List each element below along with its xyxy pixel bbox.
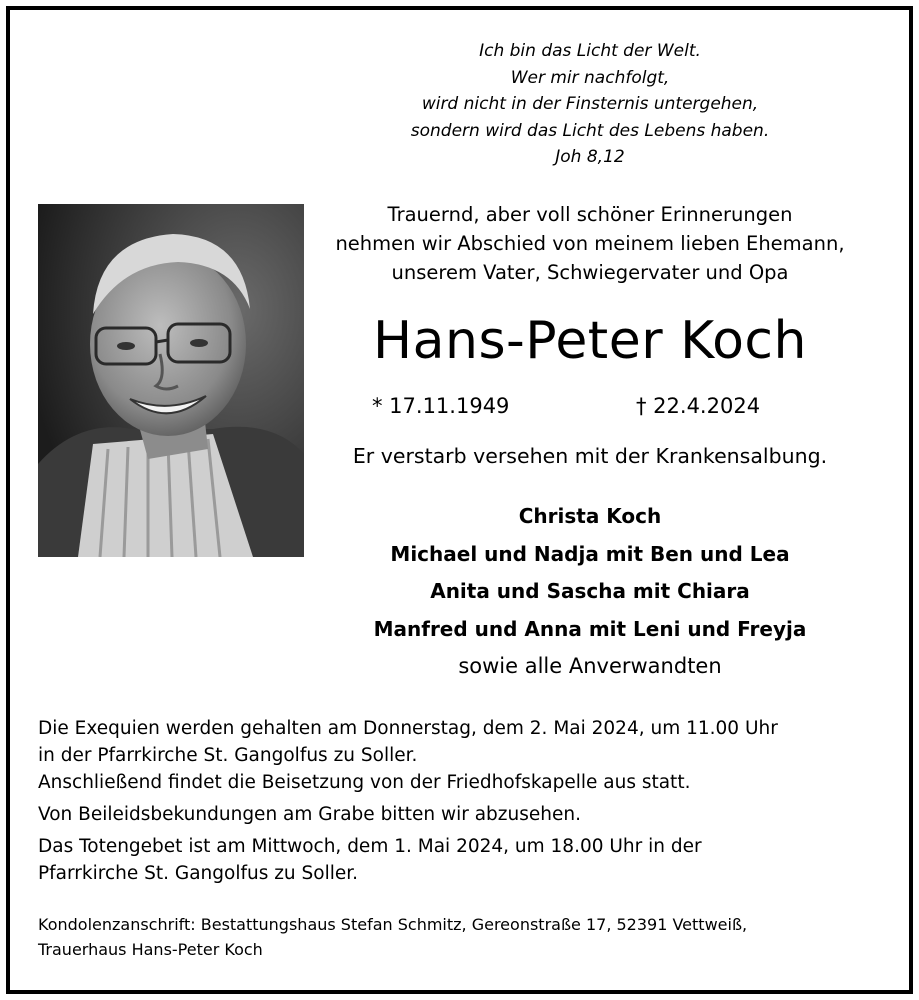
family-member: Michael und Nadja mit Ben und Lea bbox=[390, 541, 790, 566]
portrait-illustration bbox=[38, 204, 304, 557]
verse-line-1: Ich bin das Licht der Welt. bbox=[479, 41, 701, 61]
verse-line-3: wird nicht in der Finsternis untergehen, bbox=[421, 94, 759, 114]
service-line-1: Die Exequien werden gehalten am Donnerstag, dem 2. Mai 2024, um 11.00 Uhr bbox=[38, 718, 778, 739]
deceased-name: Hans-Peter Koch bbox=[373, 311, 807, 371]
service-line-4: Von Beileidsbekundungen am Grabe bitten wir abzusehen. bbox=[38, 804, 581, 825]
verse-reference: Joh 8,12 bbox=[555, 147, 625, 167]
relatives-line: sowie alle Anverwandten bbox=[458, 654, 722, 678]
intro-line-1: Trauernd, aber voll schöner Erinnerungen bbox=[387, 203, 793, 226]
address-line-2: Trauerhaus Hans-Peter Koch bbox=[38, 940, 263, 959]
portrait-photo bbox=[38, 204, 304, 557]
death-date: † 22.4.2024 bbox=[636, 394, 761, 418]
verse-line-4: sondern wird das Licht des Lebens haben. bbox=[410, 120, 770, 141]
family-member: Christa Koch bbox=[518, 504, 662, 528]
service-line-2: in der Pfarrkirche St. Gangolfus zu Soller. bbox=[38, 745, 418, 766]
sacrament-note: Er verstarb versehen mit der Krankensalbung. bbox=[352, 444, 828, 468]
family-member: Manfred und Anna mit Leni und Freyja bbox=[373, 616, 807, 641]
service-line-3: Anschließend findet die Beisetzung von der Friedhofskapelle aus statt. bbox=[38, 772, 691, 793]
family-member: Anita und Sascha mit Chiara bbox=[430, 579, 750, 603]
intro-text bbox=[300, 200, 880, 287]
birth-date: * 17.11.1949 bbox=[372, 394, 510, 418]
address-line-1: Kondolenzanschrift: Bestattungshaus Stefan Schmitz, Gereonstraße 17, 52391 Vettweiß, bbox=[38, 915, 748, 934]
family-list bbox=[300, 498, 880, 686]
service-line-5: Das Totengebet ist am Mittwoch, dem 1. Mai 2024, um 18.00 Uhr in der bbox=[38, 836, 702, 857]
service-details bbox=[38, 715, 898, 887]
service-line-6: Pfarrkirche St. Gangolfus zu Soller. bbox=[38, 863, 359, 884]
bible-verse bbox=[330, 38, 850, 171]
verse-line-2: Wer mir nachfolgt, bbox=[510, 67, 670, 88]
condolence-address bbox=[38, 912, 898, 962]
intro-line-3: unserem Vater, Schwiegervater und Opa bbox=[391, 261, 789, 284]
intro-line-2: nehmen wir Abschied von meinem lieben Ehemann, bbox=[335, 232, 845, 255]
